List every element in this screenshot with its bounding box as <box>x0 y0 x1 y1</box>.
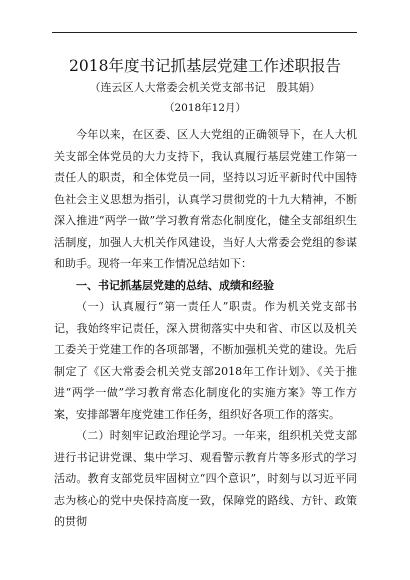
report-body <box>54 124 357 533</box>
report-date: （2018年12月） <box>163 102 247 114</box>
section-heading: 一、书记抓基层党建的总结、成绩和经验 <box>76 278 274 292</box>
paragraph-2: （二）时刻牢记政治理论学习。一年来，组织机关党支部进行书记讲党课、集中学习、观看警示教育片等多形式的学习活动。教育支部党员牢固树立“四个意识”，时刻与以习近平同志为核心的党中央保持高度一致，保障党的路线、方针、政策的贯彻 <box>54 429 357 528</box>
paragraph-1: （一）认真履行“第一责任人”职责。作为机关党支部书记，我始终牢记责任，深入贯彻落实中央和省、市区以及机关工委关于党建工作的各项部署，不断加强机关党的建设。先后制定了《区大常委会机关党支部2018年工作计划》、《关于推进“两学一做”学习教育常态化制度化的实施方案》等工作方案，安排部署年度党建工作任务，组织好各项工作的落实。 <box>54 300 357 421</box>
report-title: 2018年度书记抓基层党建工作述职报告 <box>69 57 341 75</box>
header-rule <box>52 32 357 33</box>
report-subtitle: （连云区人大常委会机关党支部书记 殷其娟） <box>89 81 321 94</box>
intro-paragraph: 今年以来，在区委、区人大党组的正确领导下，在人大机关支部全体党员的大力支持下，我认真履行基层党建工作第一责任人的职责，和全体党员一同，坚持以习近平新时代中国特色社会主义思想为指引，认真学习贯彻党的十九大精神，不断深入推进“两学一做”学习教育常态化制度化，健全支部组织生活制度，加强人大机关作风建设，当好人大常委会党组的参谋和助手。现将一年来工作情况总结如下： <box>54 128 357 270</box>
